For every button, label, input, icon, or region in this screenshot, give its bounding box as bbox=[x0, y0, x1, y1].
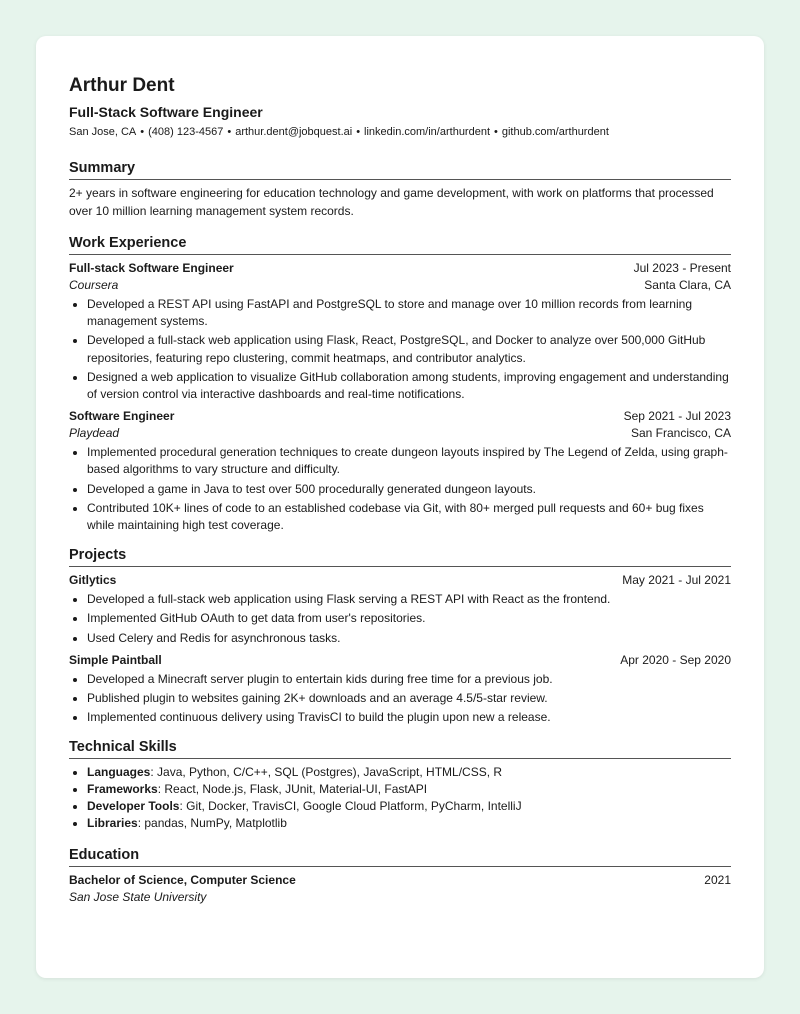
projects-section bbox=[69, 546, 731, 726]
project-dates: Apr 2020 - Sep 2020 bbox=[620, 652, 731, 667]
section-title-experience: Work Experience bbox=[69, 234, 731, 255]
skill-label: Libraries bbox=[87, 816, 138, 831]
job-subheader bbox=[69, 425, 731, 442]
skill-label: Developer Tools bbox=[87, 799, 180, 814]
section-title-skills: Technical Skills bbox=[69, 738, 731, 759]
section-title-projects: Projects bbox=[69, 546, 731, 567]
skill-value: : React, Node.js, Flask, JUnit, Material-UI, FastAPI bbox=[157, 782, 428, 797]
skills-list bbox=[69, 764, 731, 832]
job-header bbox=[69, 408, 731, 425]
project-dates: May 2021 - Jul 2021 bbox=[622, 573, 731, 588]
summary-text: 2+ years in software engineering for education technology and game development, with work on platforms that processed over 10 million learning management system records. bbox=[69, 186, 714, 218]
skill-item bbox=[87, 798, 731, 815]
list-item: • Implemented procedural generation techniques to create dungeon layouts inspired by The Legend of Zelda, using graph-based algorithms to vary structure and difficulty. bbox=[87, 444, 731, 478]
job-company: Playdead bbox=[69, 426, 120, 441]
list-item: • Implemented continuous delivery using TravisCI to build the plugin upon new a release. bbox=[87, 709, 731, 726]
job-subheader bbox=[69, 277, 731, 294]
contact-location: San Jose, CA bbox=[69, 126, 137, 138]
contact-email[interactable]: arthur.dent@jobquest.ai bbox=[235, 126, 353, 138]
contact-linkedin[interactable]: linkedin.com/in/arthurdent bbox=[364, 126, 491, 138]
job-location: Santa Clara, CA bbox=[644, 278, 731, 292]
job-bullets bbox=[69, 296, 731, 403]
contact-separator: • bbox=[356, 126, 361, 138]
list-item: • Contributed 10K+ lines of code to an established codebase via Git, with 80+ merged pull requests and 60+ bug fixes while maintaining high test coverage. bbox=[87, 500, 731, 534]
list-item: • Designed a web application to visualize GitHub collaboration among students, improving engagement and understanding of version control via interactive dashboards and real-time notifications. bbox=[87, 369, 731, 403]
job-header bbox=[69, 260, 731, 277]
skill-label: Languages bbox=[87, 765, 151, 780]
project-entry bbox=[69, 572, 731, 647]
job-title: Full-stack Software Engineer bbox=[69, 261, 234, 275]
education-school: San Jose State University bbox=[69, 890, 207, 905]
list-item: • Published plugin to websites gaining 2K+ downloads and an average 4.5/5-star review. bbox=[87, 690, 731, 707]
education-degree: Bachelor of Science, Computer Science bbox=[69, 873, 296, 888]
education-header bbox=[69, 872, 731, 889]
project-bullets bbox=[69, 591, 731, 647]
education-section bbox=[69, 846, 731, 906]
education-subheader bbox=[69, 889, 731, 906]
experience-section bbox=[69, 234, 731, 534]
skill-value: : Java, Python, C/C++, SQL (Postgres), JavaScript, HTML/CSS, R bbox=[150, 765, 503, 780]
section-title-summary: Summary bbox=[69, 159, 731, 180]
contact-separator: • bbox=[140, 126, 145, 138]
job-dates: Jul 2023 - Present bbox=[633, 261, 731, 275]
project-entry bbox=[69, 652, 731, 727]
project-name: Gitlytics bbox=[69, 573, 117, 588]
project-name: Simple Paintball bbox=[69, 652, 162, 667]
job-company: Coursera bbox=[69, 278, 119, 292]
list-item: • Developed a full-stack web application using Flask, React, PostgreSQL, and Docker to analyze over 500,000 GitHub repositories, featuring repo clustering, commit heatmaps, and contributor analytics. bbox=[87, 332, 731, 366]
project-bullets bbox=[69, 671, 731, 727]
list-item: • Developed a game in Java to test over 500 procedurally generated dungeon layouts. bbox=[87, 481, 731, 498]
project-header bbox=[69, 652, 731, 669]
contact-phone: (408) 123-4567 bbox=[148, 126, 224, 138]
job-dates: Sep 2021 - Jul 2023 bbox=[623, 409, 731, 424]
list-item: • Used Celery and Redis for asynchronous tasks. bbox=[87, 630, 731, 647]
project-header bbox=[69, 572, 731, 589]
list-item: • Developed a REST API using FastAPI and PostgreSQL to store and manage over 10 million records from learning management systems. bbox=[87, 296, 731, 330]
list-item: • Developed a full-stack web application using Flask serving a REST API with React as the frontend. bbox=[87, 591, 731, 608]
job-entry bbox=[69, 408, 731, 534]
candidate-name: Arthur Dent bbox=[69, 75, 175, 96]
job-title: Software Engineer bbox=[69, 409, 175, 424]
skill-label: Frameworks bbox=[87, 782, 158, 797]
contact-line bbox=[69, 125, 731, 139]
education-year: 2021 bbox=[704, 873, 731, 888]
candidate-role: Full-Stack Software Engineer bbox=[69, 104, 263, 120]
contact-separator: • bbox=[227, 126, 232, 138]
skill-item bbox=[87, 815, 731, 832]
list-item: • Developed a Minecraft server plugin to entertain kids during free time for a previous job. bbox=[87, 671, 731, 688]
resume-page bbox=[36, 36, 764, 978]
section-title-education: Education bbox=[69, 846, 731, 867]
contact-github[interactable]: github.com/arthurdent bbox=[501, 126, 609, 138]
skill-item bbox=[87, 781, 731, 798]
job-entry bbox=[69, 260, 731, 403]
skill-value: : Git, Docker, TravisCI, Google Cloud Platform, PyCharm, IntelliJ bbox=[179, 799, 522, 814]
job-bullets bbox=[69, 444, 731, 534]
skills-section bbox=[69, 738, 731, 832]
skill-value: : pandas, NumPy, Matplotlib bbox=[137, 816, 287, 831]
list-item: • Implemented GitHub OAuth to get data from user's repositories. bbox=[87, 610, 731, 627]
skill-item bbox=[87, 764, 731, 781]
job-location: San Francisco, CA bbox=[630, 426, 731, 441]
contact-separator: • bbox=[494, 126, 498, 138]
summary-section bbox=[69, 159, 731, 220]
